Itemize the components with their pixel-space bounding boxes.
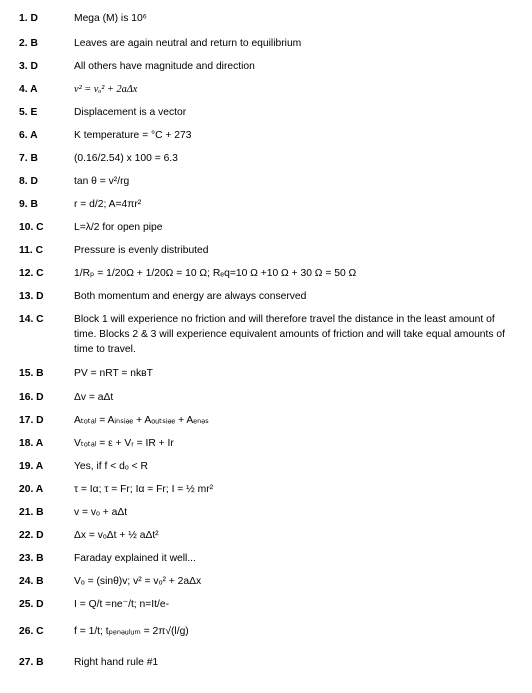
answer-explanation: v = vₒ + aΔt <box>74 507 128 518</box>
question-number: 16. D <box>19 392 44 403</box>
question-number: 9. B <box>19 199 38 210</box>
question-number: 12. C <box>19 268 44 279</box>
answer-explanation: tan θ = v²/rg <box>74 176 130 187</box>
question-number: 24. B <box>19 576 44 587</box>
answer-explanation: Vₒ = (sinθ)v; v² = vₒ² + 2aΔx <box>74 576 202 587</box>
question-number: 13. D <box>19 291 44 302</box>
question-number: 7. B <box>19 153 38 164</box>
question-number: 10. C <box>19 222 44 233</box>
answer-explanation: τ = Iα; τ = Fr; Iα = Fr; I = ½ mr² <box>74 484 214 495</box>
question-number: 8. D <box>19 176 38 187</box>
question-number: 5. E <box>19 107 38 118</box>
answer-explanation: L=λ/2 for open pipe <box>74 222 163 233</box>
answer-explanation: PV = nRT = nkʙT <box>74 368 153 379</box>
answer-explanation: I = Q/t =ne⁻/t; n=It/e- <box>74 599 170 610</box>
question-number: 17. D <box>19 415 44 426</box>
answer-explanation: Leaves are again neutral and return to equilibrium <box>74 38 302 49</box>
question-number: 2. B <box>19 38 38 49</box>
answer-explanation: Block 1 will experience no friction and will therefore travel the distance in the least amount of time. Blocks 2 & 3 will experience equivalent amounts of friction and will take equal amounts of time to travel. <box>74 314 505 355</box>
answer-explanation: f = 1/t; tₚₑₙₔᵤₗᵤₘ = 2π√(l/g) <box>74 626 189 637</box>
question-number: 15. B <box>19 368 44 379</box>
answer-explanation: r = d/2; A=4πr² <box>74 199 142 210</box>
question-number: 25. D <box>19 599 44 610</box>
question-number: 23. B <box>19 553 44 564</box>
answer-explanation: Δx = vₒΔt + ½ aΔt² <box>74 530 159 541</box>
answer-explanation: All others have magnitude and direction <box>74 61 255 72</box>
answer-explanation: Right hand rule #1 <box>74 657 159 668</box>
answer-explanation: v² = vₒ² + 2aΔx <box>74 84 138 95</box>
question-number: 22. D <box>19 530 44 541</box>
question-number: 6. A <box>19 130 38 141</box>
question-number: 26. C <box>19 626 44 637</box>
question-number: 14. C <box>19 314 44 325</box>
answer-explanation: Δv = aΔt <box>74 392 114 403</box>
answer-explanation: Aₜₒₜₐₗ = Aᵢₙₛᵢₔₑ + Aₒᵤₜₛᵢₔₑ + Aₑₙₔₛ <box>74 415 209 426</box>
answer-explanation: Vₜₒₜₐₗ = ε + Vᵣ = IR + Ir <box>74 438 174 449</box>
question-number: 1. D <box>19 13 38 24</box>
answer-explanation: (0.16/2.54) x 100 = 6.3 <box>74 153 178 164</box>
answer-explanation: Displacement is a vector <box>74 107 187 118</box>
question-number: 20. A <box>19 484 44 495</box>
answer-explanation: Pressure is evenly distributed <box>74 245 209 256</box>
question-number: 27. B <box>19 657 44 668</box>
question-number: 4. A <box>19 84 38 95</box>
question-number: 3. D <box>19 61 38 72</box>
question-number: 11. C <box>19 245 44 256</box>
answer-explanation: K temperature = °C + 273 <box>74 130 192 141</box>
question-number: 18. A <box>19 438 44 449</box>
answer-explanation: Yes, if f < dₒ < R <box>74 461 148 472</box>
question-number: 19. A <box>19 461 44 472</box>
answer-explanation: Both momentum and energy are always conserved <box>74 291 307 302</box>
answer-explanation: Faraday explained it well... <box>74 553 196 564</box>
answer-explanation: Mega (M) is 10⁶ <box>74 13 147 24</box>
answer-explanation: 1/Rₚ = 1/20Ω + 1/20Ω = 10 Ω; Rₑq=10 Ω +10 Ω + 30 Ω = 50 Ω <box>74 268 357 279</box>
question-number: 21. B <box>19 507 44 518</box>
